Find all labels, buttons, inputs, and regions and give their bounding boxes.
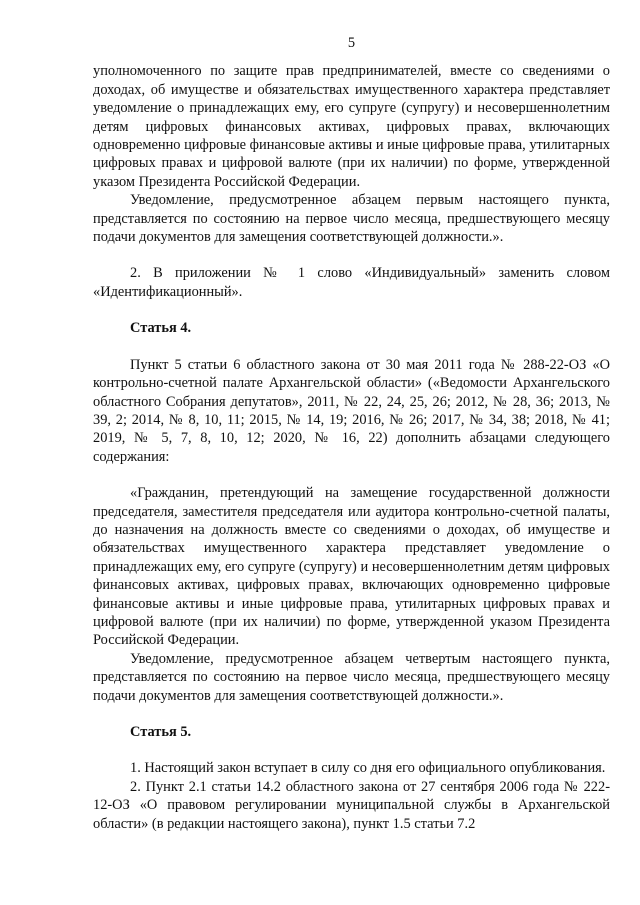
paragraph-citizen-quote: «Гражданин, претендующий на замещение государственной должности председателя, заместителя председателя или аудитора контрольно-счетной палаты, до назначения на должность вместе со сведениями о доходах, об имуществе и обязательствах имущественного характера представляет уведомление о принадлежащих ему, его супруге (супругу) и несовершеннолетним детям цифровых финансовых активах, цифровых правах, включающих одновременно цифровые финансовые активы и иные цифровые права, утилитарных цифровых правах и цифровой валюте (при их наличии) по форме, утвержденной указом Президента Российской Федерации.: [93, 485, 610, 649]
paragraph-article-4-body: Пункт 5 статьи 6 областного закона от 30 мая 2011 года № 288-22-ОЗ «О контрольно-счетной палате Архангельской области» («Ведомости Архангельского областного Собрания депутатов», 2011, № 22, 24, 25, 26; 2012, № 28, 36; 2013, № 39, 2; 2014, № 8, 10, 11; 2015, № 14, 19; 2016, № 26; 2017, № 34, 38; 2018, № 41; 2019, № 5, 7, 8, 10, 12; 2020, № 16, 22) дополнить абзацами следующего содержания:: [93, 356, 610, 465]
paragraph-appendix: 2. В приложении № 1 слово «Индивидуальный» заменить словом «Идентификационный».: [93, 265, 610, 300]
spacer: [93, 338, 610, 356]
article-5-heading: Статья 5.: [130, 724, 192, 740]
spacer: [93, 705, 610, 723]
spacer: [93, 466, 610, 484]
spacer: [93, 741, 610, 759]
spacer: [93, 301, 610, 319]
article-4-heading: Статья 4.: [130, 320, 192, 337]
paragraph-notification-1: Уведомление, предусмотренное абзацем первым настоящего пункта, представляется по состоянию на первое число месяца, предшествующего месяцу подачи документов для замещения соответствующей должности.».: [93, 192, 610, 246]
page-number: 5: [347, 35, 356, 51]
paragraph-municipal-service: 2. Пункт 2.1 статьи 14.2 областного закона от 27 сентября 2006 года № 222-12-ОЗ «О правовом регулировании муниципальной службы в Архангельской области» (в редакции настоящего закона), пункт 1.5 статьи 7.2: [93, 778, 610, 832]
paragraph-notification-2: Уведомление, предусмотренное абзацем четвертым настоящего пункта, представляется по состоянию на первое число месяца, предшествующего месяцу подачи документов для замещения соответствующей должности.».: [93, 650, 610, 704]
spacer: [93, 246, 610, 264]
paragraph-continuation: уполномоченного по защите прав предпринимателей, вместе со сведениями о доходах, об имуществе и обязательствах имущественного характера представляет уведомление о принадлежащих ему, его супруге (супругу) и несовершеннолетним детям цифровых финансовых активах, цифровых правах, включающих одновременно цифровые финансовые активы и иные цифровые права, утилитарных цифровых правах и цифровой валюте (при их наличии) по форме, утвержденной указом Президента Российской Федерации.: [93, 63, 610, 190]
paragraph-effective-date: 1. Настоящий закон вступает в силу со дня его официального опубликования.: [130, 760, 606, 777]
